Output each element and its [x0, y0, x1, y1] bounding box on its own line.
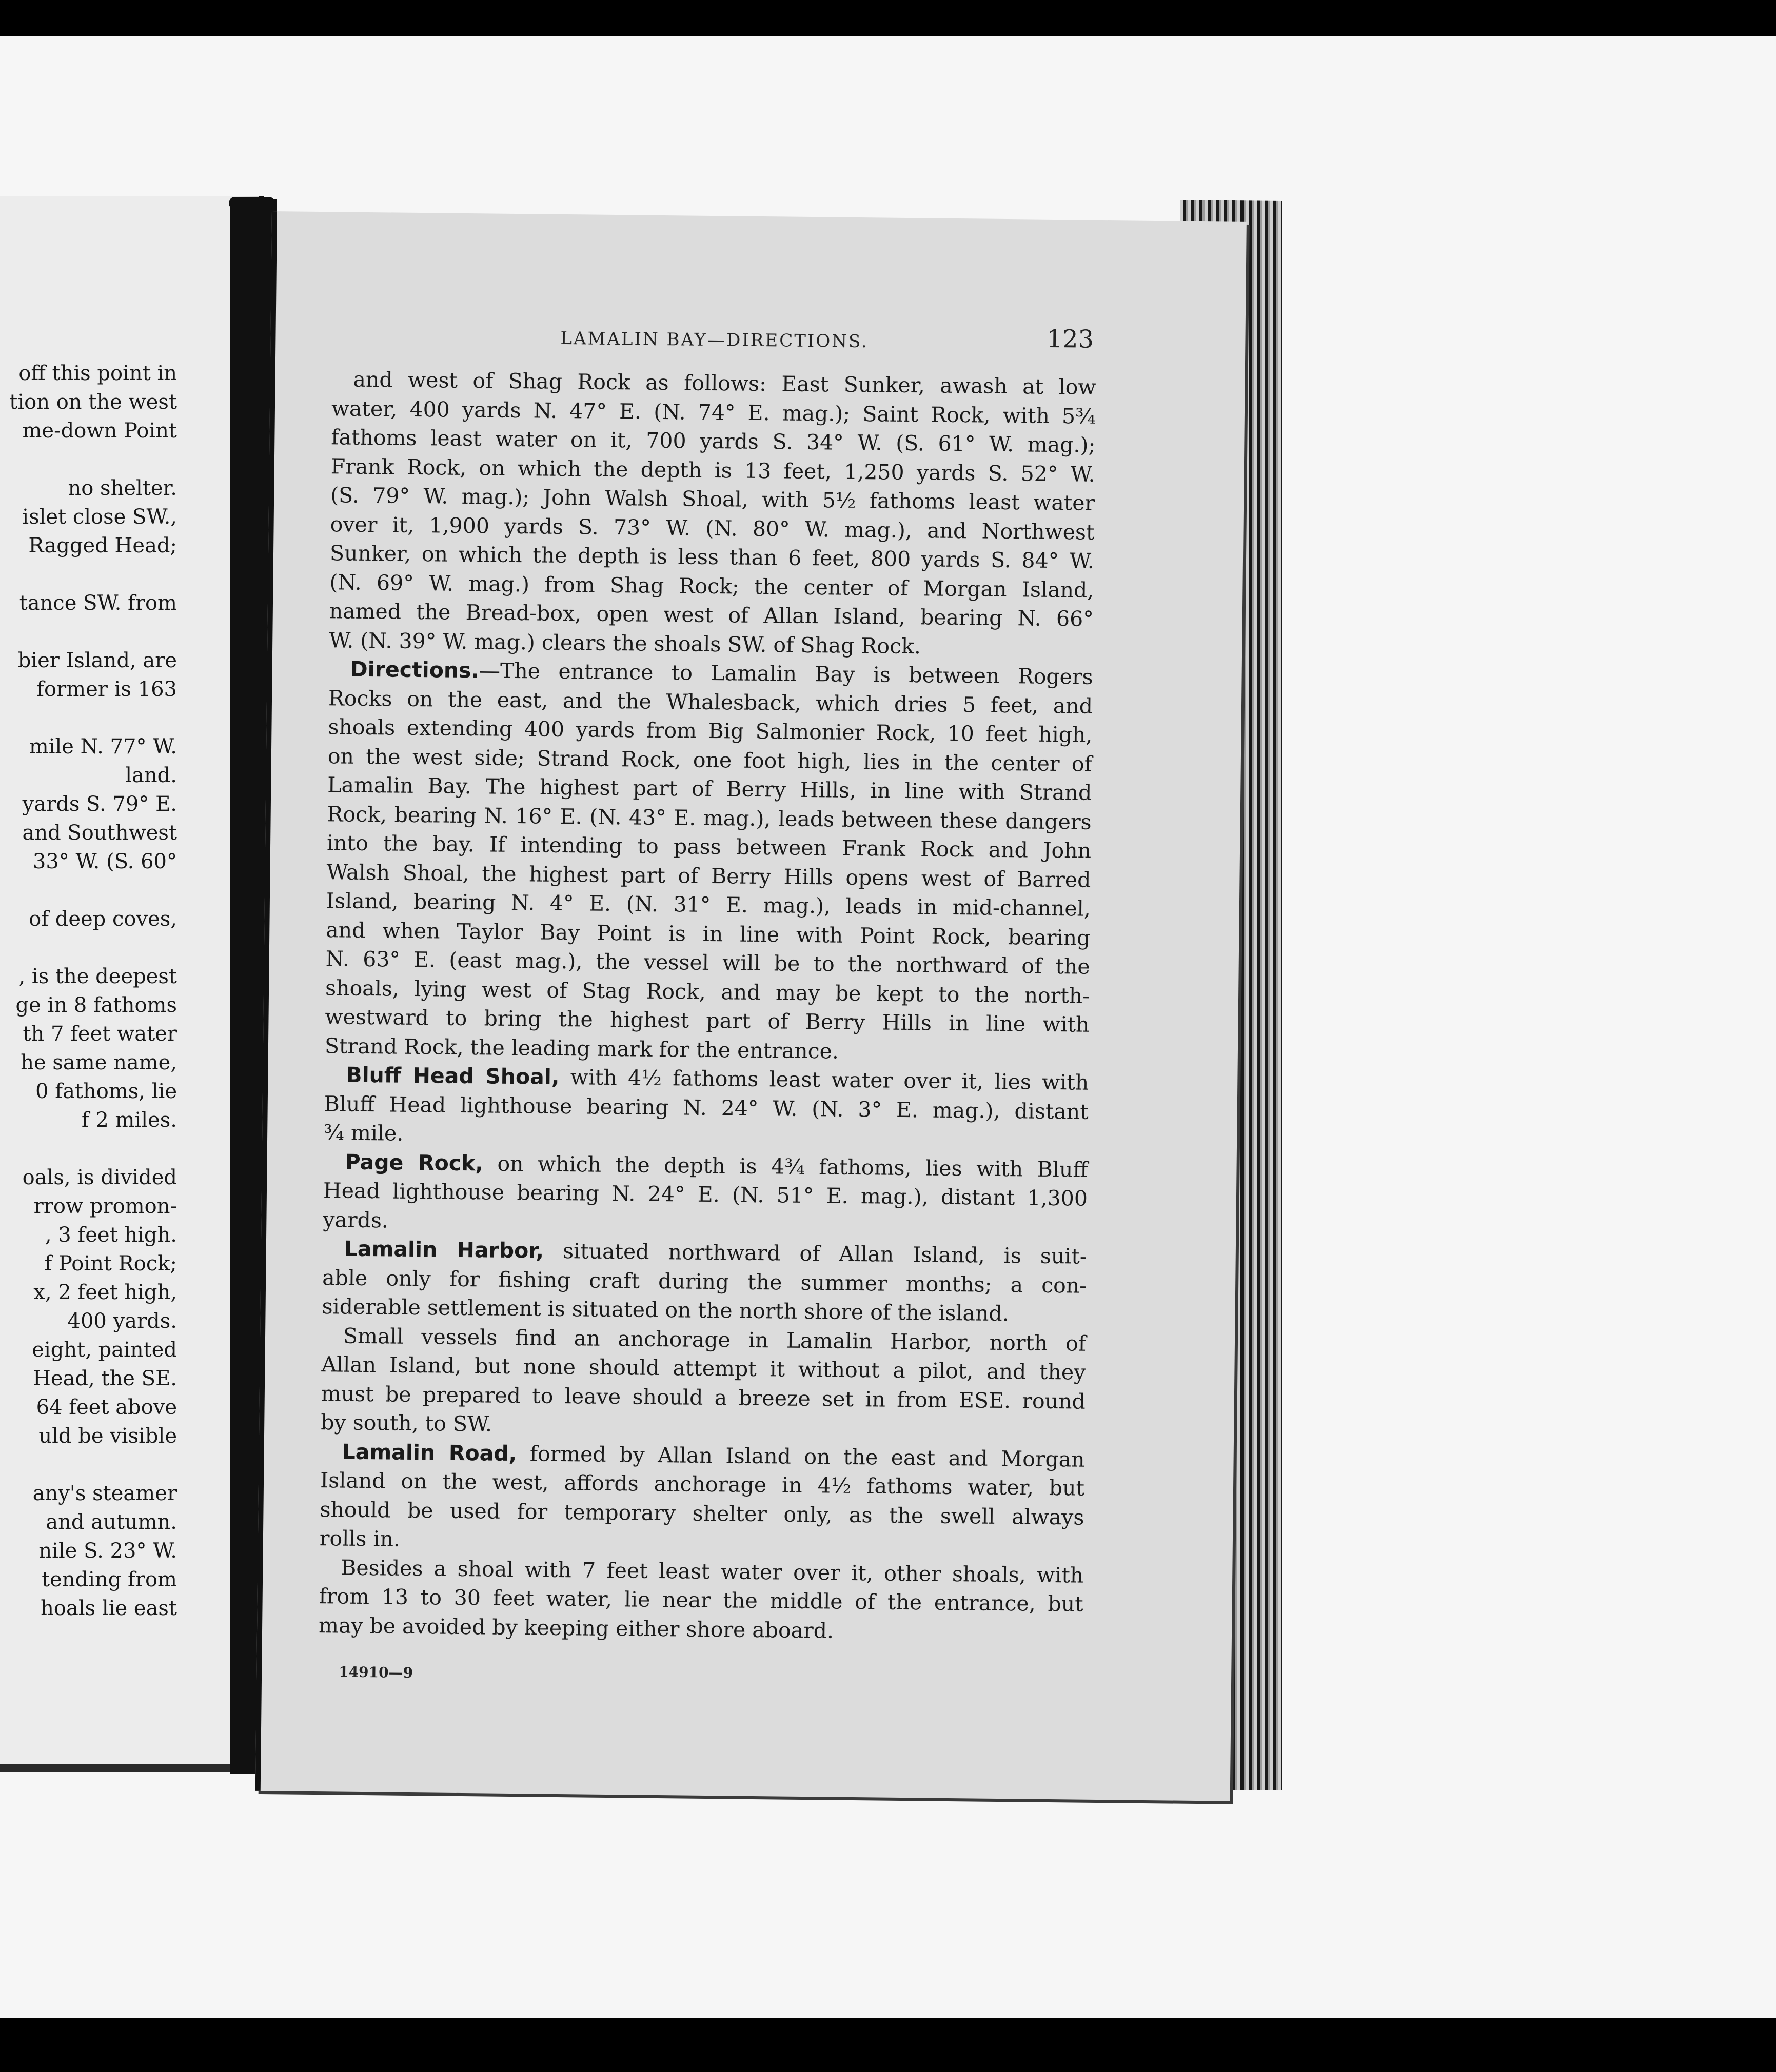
- left-page-line: f 2 miles.: [81, 1108, 177, 1132]
- left-page-line: 33° W. (S. 60°: [32, 850, 177, 873]
- signature-mark: 14910—9: [339, 1663, 413, 1682]
- line-text: on the west side; Strand Rock, one foot high, lies in the center of: [327, 743, 1093, 776]
- paragraph: [324, 1060, 1089, 1155]
- left-page-line: uld be visible: [38, 1424, 177, 1448]
- left-page-line: any's steamer: [32, 1482, 177, 1505]
- line-text: over it, 1,900 yards S. 73° W. (N. 80° W. mag.), and Northwest: [330, 511, 1095, 545]
- paragraph: [325, 654, 1093, 1068]
- line-text: W. (N. 39° W. mag.) clears the shoals SW. of Shag Rock.: [329, 627, 921, 659]
- left-page-line: [0, 933, 177, 962]
- left-page-line: 0 fathoms, lie: [35, 1080, 177, 1103]
- left-page-line: of deep coves,: [29, 907, 177, 931]
- paragraph: [320, 1437, 1085, 1561]
- line-text: and west of Shag Rock as follows: East Sunker, awash at low: [353, 367, 1096, 400]
- line-text: ¾ mile.: [323, 1120, 404, 1146]
- left-page-line: tending from: [42, 1568, 177, 1591]
- left-page-line: no shelter.: [68, 476, 177, 500]
- line-text: westward to bring the highest part of Berry Hills in line with: [325, 1004, 1090, 1037]
- left-page-line: [0, 617, 177, 646]
- left-page-line: [0, 1450, 177, 1479]
- line-text: Island, bearing N. 4° E. (N. 31° E. mag.), leads in mid-channel,: [326, 888, 1091, 921]
- left-page-line: yards S. 79° E.: [22, 792, 177, 816]
- left-page-line: th 7 feet water: [23, 1022, 177, 1046]
- line-text: and when Taylor Bay Point is in line with Point Rock, bearing: [326, 917, 1091, 950]
- left-page-line: 64 feet above: [36, 1396, 177, 1419]
- paragraph-heading: Lamalin Harbor,: [344, 1236, 544, 1263]
- line-text: Bluff Head lighthouse bearing N. 24° W. (N. 3° E. mag.), distant: [324, 1091, 1089, 1124]
- line-text: Head lighthouse bearing N. 24° E. (N. 51° E. mag.), distant 1,300: [323, 1178, 1088, 1211]
- left-page-line: x, 2 feet high,: [33, 1281, 177, 1304]
- left-page-line: nile S. 23° W.: [38, 1539, 177, 1563]
- left-page-line: ge in 8 fathoms: [15, 993, 177, 1017]
- left-page-line: eight, painted: [32, 1338, 177, 1362]
- line-text: Small vessels find an anchorage in Lamalin Harbor, north of: [343, 1323, 1087, 1356]
- line-text: fathoms least water on it, 700 yards S. 34° W. (S. 61° W. mag.);: [331, 425, 1096, 457]
- left-page-line: bier Island, are: [17, 649, 177, 672]
- left-page-line: f Point Rock;: [44, 1252, 177, 1276]
- line-text: —The entrance to Lamalin Bay is between Rogers: [479, 658, 1093, 689]
- body-text: [319, 365, 1096, 1647]
- line-text: named the Bread-box, open west of Allan Island, bearing N. 66°: [329, 599, 1094, 631]
- paragraph: [319, 1553, 1084, 1648]
- line-text: (N. 69° W. mag.) from Shag Rock; the center of Morgan Island,: [329, 569, 1094, 603]
- left-page-line: [0, 1134, 177, 1163]
- paragraph: [322, 1234, 1087, 1329]
- paragraph: [321, 1321, 1086, 1445]
- left-page-line: and Southwest: [22, 821, 177, 845]
- left-page-text: [0, 359, 177, 1623]
- line-text: situated northward of Allan Island, is suit-: [543, 1238, 1087, 1269]
- left-page-line: tion on the west: [9, 390, 177, 414]
- left-page-line: off this point in: [18, 362, 177, 385]
- line-text: should be used for temporary shelter only, as the swell always: [320, 1497, 1084, 1530]
- left-page-line: he same name,: [21, 1051, 177, 1074]
- paragraph-heading: Directions.: [350, 656, 480, 683]
- page-number: 123: [1047, 324, 1094, 354]
- line-text: must be prepared to leave should a breeze set in from ESE. round: [321, 1381, 1086, 1414]
- left-page-line: rrow promon-: [33, 1194, 177, 1218]
- line-text: shoals, lying west of Stag Rock, and may be kept to the north-: [325, 975, 1090, 1008]
- line-text: Besides a shoal with 7 feet least water over it, other shoals, with: [341, 1555, 1084, 1588]
- paragraph: [323, 1147, 1088, 1242]
- left-page-line: [0, 704, 177, 732]
- line-text: able only for fishing craft during the summer months; a con-: [322, 1265, 1087, 1298]
- left-page-bottom-edge: [0, 1764, 256, 1772]
- line-text: by south, to SW.: [321, 1410, 492, 1437]
- left-page: [0, 196, 264, 1770]
- line-text: Frank Rock, on which the depth is 13 feet, 1,250 yards S. 52° W.: [330, 453, 1095, 487]
- line-text: (S. 79° W. mag.); John Walsh Shoal, with 5½ fathoms least water: [330, 483, 1095, 515]
- line-text: Walsh Shoal, the highest part of Berry Hills opens west of Barred: [326, 859, 1091, 892]
- line-text: Lamalin Bay. The highest part of Berry Hills, in line with Strand: [327, 772, 1092, 805]
- right-page: [255, 211, 1247, 1801]
- line-text: Strand Rock, the leading mark for the entrance.: [324, 1033, 839, 1064]
- line-text: Island on the west, affords anchorage in 4½ fathoms water, but: [320, 1468, 1085, 1501]
- left-page-line: Head, the SE.: [33, 1367, 177, 1390]
- line-text: N. 63° E. (east mag.), the vessel will be to the northward of the: [325, 946, 1090, 979]
- paragraph-heading: Lamalin Road,: [342, 1439, 517, 1466]
- left-page-line: former is 163: [36, 678, 177, 701]
- gutter-clip: [229, 197, 275, 209]
- left-page-line: mile N. 77° W.: [29, 735, 177, 759]
- left-page-line: 400 yards.: [67, 1309, 177, 1333]
- line-text: rolls in.: [319, 1526, 401, 1551]
- left-page-line: and autumn.: [46, 1510, 177, 1534]
- line-text: from 13 to 30 feet water, lie near the middle of the entrance, but: [319, 1584, 1083, 1617]
- line-text: on which the depth is 4¾ fathoms, lies with Bluff: [483, 1150, 1088, 1182]
- left-page-line: oals, is divided: [22, 1166, 177, 1189]
- left-page-line: me-down Point: [22, 419, 177, 443]
- paragraph: [329, 365, 1096, 663]
- line-text: Rocks on the east, and the Whalesback, which dries 5 feet, and: [328, 685, 1093, 719]
- line-text: Allan Island, but none should attempt it without a pilot, and they: [321, 1352, 1086, 1385]
- running-head: LAMALIN BAY—DIRECTIONS.: [560, 328, 869, 352]
- line-text: into the bay. If intending to pass between Frank Rock and John: [326, 830, 1092, 863]
- paragraph-heading: Bluff Head Shoal,: [346, 1062, 560, 1089]
- paragraph-heading: Page Rock,: [345, 1149, 484, 1176]
- left-page-line: [0, 445, 177, 474]
- left-page-line: islet close SW.,: [22, 505, 177, 529]
- line-text: water, 400 yards N. 47° E. (N. 74° E. mag.); Saint Rock, with 5¾: [331, 395, 1096, 429]
- line-text: siderable settlement is situated on the north shore of the island.: [322, 1294, 1009, 1326]
- left-page-line: [0, 876, 177, 905]
- line-text: yards.: [323, 1207, 389, 1232]
- left-page-line: [0, 560, 177, 589]
- line-text: formed by Allan Island on the east and Morgan: [517, 1441, 1085, 1472]
- left-page-line: land.: [125, 764, 177, 787]
- left-page-line: , 3 feet high.: [45, 1223, 177, 1247]
- line-text: Sunker, on which the depth is less than 6 feet, 800 yards S. 84° W.: [329, 541, 1095, 573]
- line-text: shoals extending 400 yards from Big Salmonier Rock, 10 feet high,: [328, 714, 1093, 747]
- left-page-line: tance SW. from: [19, 591, 177, 615]
- line-text: with 4½ fathoms least water over it, lies with: [559, 1064, 1089, 1095]
- line-text: may be avoided by keeping either shore aboard.: [318, 1612, 834, 1643]
- left-page-line: , is the deepest: [18, 965, 177, 988]
- left-page-line: Ragged Head;: [28, 534, 177, 557]
- line-text: Rock, bearing N. 16° E. (N. 43° E. mag.), leads between these dangers: [327, 801, 1092, 834]
- left-page-line: hoals lie east: [41, 1597, 177, 1620]
